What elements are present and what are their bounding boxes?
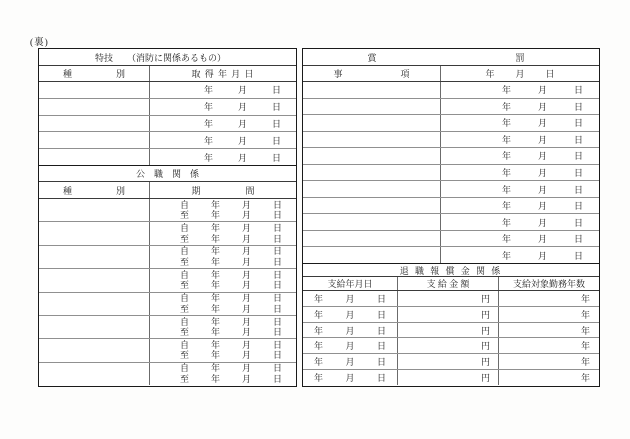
date-cell: 年 月 日 <box>501 85 583 96</box>
period-cell <box>150 339 296 361</box>
retirement-row <box>303 354 599 370</box>
public-office-row <box>39 363 296 385</box>
date-cell: 年 月 日 <box>501 217 583 228</box>
type-blank-cell <box>39 339 150 361</box>
award-punishment-row <box>303 115 599 132</box>
period-from-line: 自 年 月 日 <box>180 339 283 350</box>
period-to-line: 至 年 月 日 <box>180 373 283 384</box>
skills-row <box>39 82 296 99</box>
date-cell: 年 月 日 <box>501 168 583 178</box>
type-blank-cell <box>39 363 150 385</box>
item-blank-cell <box>303 82 441 98</box>
period-to-line: 至 年 月 日 <box>180 233 283 244</box>
type-blank-cell <box>39 116 150 132</box>
period-to-line: 至 年 月 日 <box>180 327 283 338</box>
public-office-row <box>39 246 296 269</box>
service-years-cell: 年 <box>580 357 590 368</box>
page-side-label: (裏) <box>30 38 49 48</box>
skills-row <box>39 116 296 133</box>
item-blank-cell <box>303 247 441 263</box>
skills-rows <box>39 82 296 165</box>
skills-row <box>39 99 296 116</box>
amount-column-header: 支 給 金 額 <box>398 277 499 290</box>
type-blank-cell <box>39 293 150 315</box>
skills-row <box>39 132 296 149</box>
payment-date-cell: 年 月 日 <box>303 291 398 306</box>
type-blank-cell <box>39 99 150 115</box>
period-to-line: 至 年 月 日 <box>180 210 283 221</box>
skills-note: （消防に関係あるもの） <box>127 52 227 63</box>
amount-cell: 円 <box>398 370 499 385</box>
item-blank-cell <box>303 165 441 181</box>
skills-title: 特技 <box>95 52 114 63</box>
service-years-cell: 年 <box>580 341 590 352</box>
awards-column-header-row <box>303 66 599 82</box>
skills-column-header-row <box>39 66 296 82</box>
awards-rows <box>303 82 599 263</box>
period-cell <box>150 293 296 315</box>
acquisition-date-cell: 年 月 日 <box>203 85 281 96</box>
period-cell <box>150 269 296 291</box>
period-cell <box>150 246 296 268</box>
type-blank-cell <box>39 316 150 338</box>
retirement-row <box>303 338 599 354</box>
public-office-row <box>39 199 296 222</box>
type-column-header: 種 別 <box>39 66 150 81</box>
award-punishment-header-row <box>303 49 599 66</box>
acquisition-date-cell: 年 月 日 <box>203 118 281 129</box>
award-punishment-row <box>303 148 599 165</box>
date-column-header: 年 月 日 <box>485 69 555 79</box>
awards-and-retirement-table <box>302 48 600 387</box>
service-years-cell: 年 <box>580 373 590 384</box>
public-office-row <box>39 222 296 245</box>
acquisition-date-cell: 年 月 日 <box>203 135 281 146</box>
retirement-section-header: 退 職 報 償 金 関 係 <box>303 263 599 277</box>
public-office-rows <box>39 199 296 385</box>
public-office-row <box>39 316 296 339</box>
award-punishment-row <box>303 181 599 198</box>
item-blank-cell <box>303 132 441 148</box>
period-from-line: 自 年 月 日 <box>180 269 283 280</box>
item-blank-cell <box>303 148 441 164</box>
item-column-header: 事 項 <box>303 66 441 81</box>
date-cell: 年 月 日 <box>501 184 583 195</box>
period-from-line: 自 年 月 日 <box>180 199 283 210</box>
public-office-column-header-row <box>39 182 296 199</box>
punishment-column-header: 罰 <box>515 52 525 63</box>
award-punishment-row <box>303 247 599 263</box>
payment-date-cell: 年 月 日 <box>303 370 398 385</box>
skills-row <box>39 149 296 165</box>
item-blank-cell <box>303 115 441 131</box>
type-blank-cell <box>39 269 150 291</box>
period-from-line: 自 年 月 日 <box>180 316 283 327</box>
type-blank-cell <box>39 222 150 244</box>
service-years-cell: 年 <box>580 325 590 336</box>
retirement-row <box>303 291 599 307</box>
item-blank-cell <box>303 214 441 230</box>
date-cell: 年 月 日 <box>501 250 583 261</box>
amount-cell: 円 <box>398 338 499 353</box>
period-from-line: 自 年 月 日 <box>180 246 283 257</box>
service-years-cell: 年 <box>580 293 590 304</box>
payment-date-cell: 年 月 日 <box>303 307 398 322</box>
service-years-column-header: 支給対象勤務年数 <box>512 279 585 289</box>
date-cell: 年 月 日 <box>501 134 583 145</box>
acquisition-date-column-header: 取 得 年 月 日 <box>191 69 255 79</box>
period-from-line: 自 年 月 日 <box>180 293 283 304</box>
retirement-row <box>303 307 599 323</box>
service-years-cell: 年 <box>580 309 590 320</box>
award-punishment-row <box>303 99 599 116</box>
type-blank-cell <box>39 199 150 221</box>
item-blank-cell <box>303 181 441 197</box>
period-to-line: 至 年 月 日 <box>180 303 283 314</box>
date-cell: 年 月 日 <box>501 118 583 129</box>
period-to-line: 至 年 月 日 <box>180 280 283 291</box>
public-office-row <box>39 269 296 292</box>
date-cell: 年 月 日 <box>501 201 583 212</box>
acquisition-date-cell: 年 月 日 <box>203 152 281 163</box>
period-cell <box>150 222 296 244</box>
amount-cell: 円 <box>398 291 499 306</box>
period-from-line: 自 年 月 日 <box>180 223 283 234</box>
amount-cell: 円 <box>398 354 499 369</box>
item-blank-cell <box>303 231 441 247</box>
award-punishment-row <box>303 231 599 248</box>
payment-date-column-header: 支給年月日 <box>303 277 398 290</box>
date-cell: 年 月 日 <box>501 151 583 162</box>
period-to-line: 至 年 月 日 <box>180 350 283 361</box>
period-column-header: 期 間 <box>191 185 255 196</box>
period-cell <box>150 363 296 385</box>
item-blank-cell <box>303 198 441 214</box>
skills-and-public-office-table <box>38 48 297 387</box>
period-from-line: 自 年 月 日 <box>180 363 283 374</box>
skills-section-header <box>39 49 296 66</box>
type-blank-cell <box>39 82 150 98</box>
award-punishment-row <box>303 132 599 149</box>
payment-date-cell: 年 月 日 <box>303 354 398 369</box>
type-blank-cell <box>39 132 150 148</box>
public-office-row <box>39 293 296 316</box>
retirement-row <box>303 323 599 339</box>
period-cell <box>150 199 296 221</box>
retirement-rows <box>303 291 599 385</box>
retirement-column-header-row <box>303 277 599 291</box>
award-punishment-row <box>303 198 599 215</box>
award-punishment-row <box>303 214 599 231</box>
payment-date-cell: 年 月 日 <box>303 323 398 338</box>
period-cell <box>150 316 296 338</box>
period-to-line: 至 年 月 日 <box>180 256 283 267</box>
public-office-row <box>39 339 296 362</box>
award-punishment-row <box>303 82 599 99</box>
date-cell: 年 月 日 <box>501 101 583 112</box>
amount-cell: 円 <box>398 323 499 338</box>
acquisition-date-cell: 年 月 日 <box>203 102 281 113</box>
award-punishment-row <box>303 165 599 182</box>
type-column-header: 種 別 <box>39 182 150 198</box>
public-office-section-header: 公 職 関 係 <box>39 165 296 182</box>
date-cell: 年 月 日 <box>501 234 583 245</box>
type-blank-cell <box>39 246 150 268</box>
item-blank-cell <box>303 99 441 115</box>
retirement-row <box>303 370 599 385</box>
amount-cell: 円 <box>398 307 499 322</box>
payment-date-cell: 年 月 日 <box>303 338 398 353</box>
award-column-header: 賞 <box>367 52 377 63</box>
type-blank-cell <box>39 149 150 165</box>
